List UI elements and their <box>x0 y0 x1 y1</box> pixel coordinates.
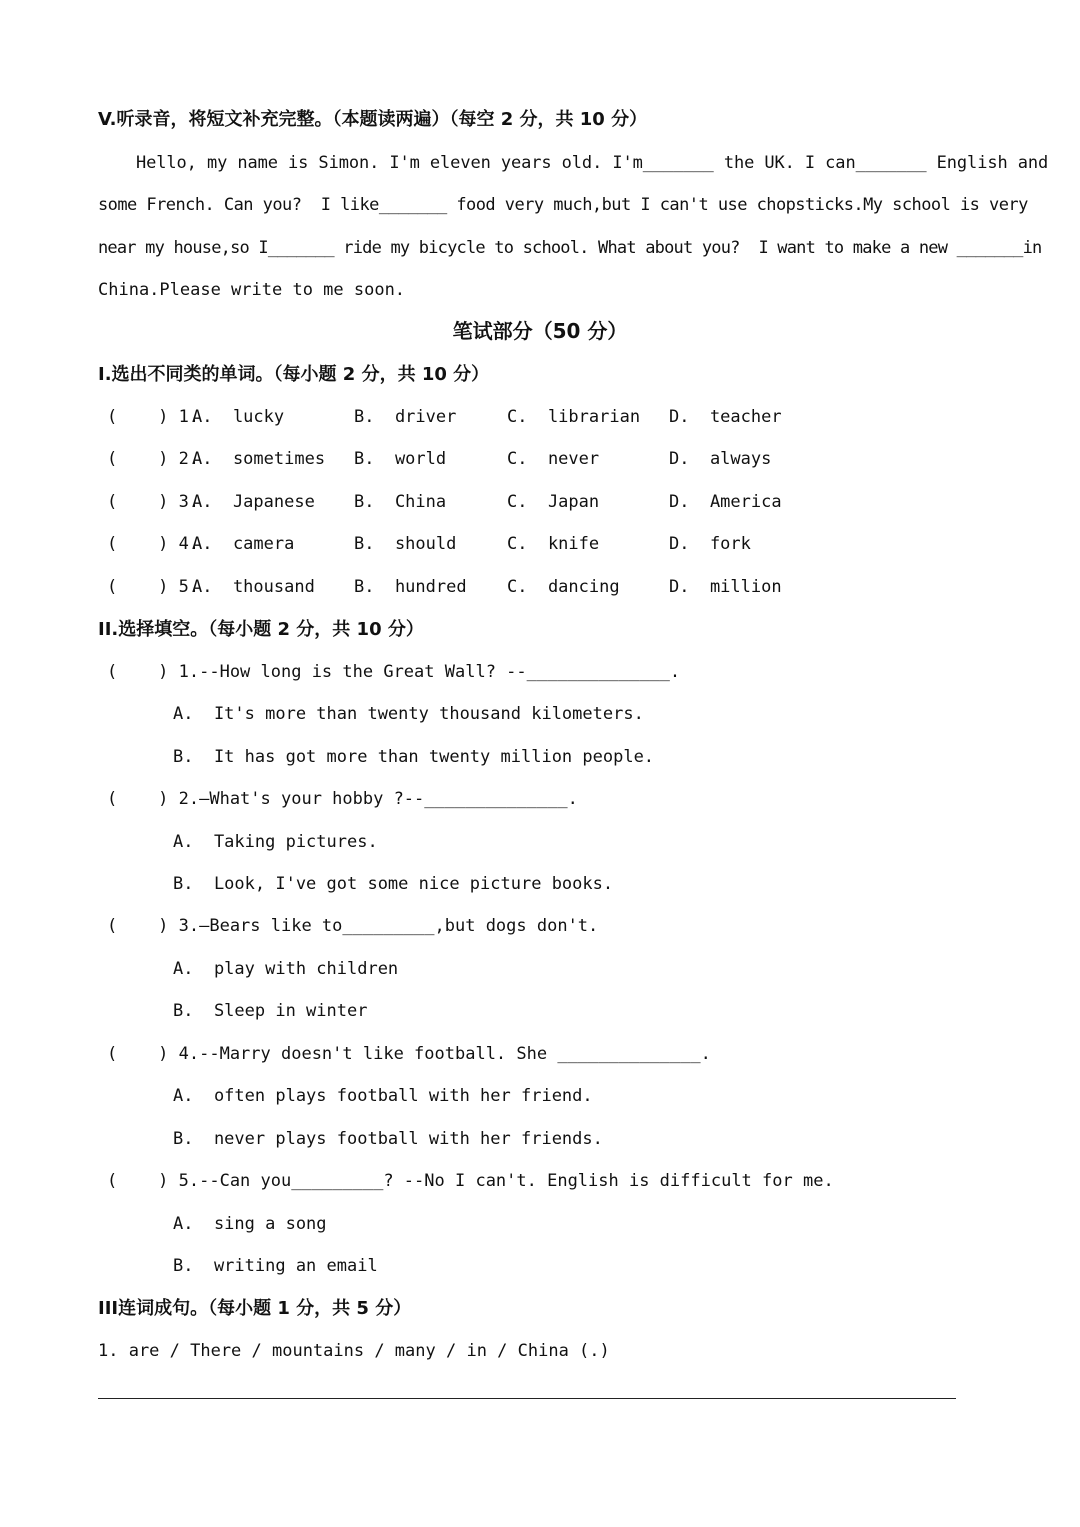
section-5-heading: V.听录音，将短文补充完整。（本题读两遍）（每空 2 分，共 10 分） <box>98 109 648 130</box>
item-number: ( ) 1. <box>107 407 200 427</box>
option-d: D. America <box>669 492 782 512</box>
part-2-q4-option-a: A. often plays football with her friend. <box>173 1086 593 1106</box>
option-a: A. Japanese <box>192 492 315 512</box>
item-number: ( ) 5. <box>107 577 200 597</box>
option-c: C. librarian <box>507 407 641 427</box>
item-number: ( ) 3. <box>107 492 200 512</box>
part-2-q4-option-b: B. never plays football with her friends. <box>173 1129 603 1149</box>
option-d: D. fork <box>669 534 751 554</box>
item-number: ( ) 4. <box>107 534 200 554</box>
option-a: A. camera <box>192 534 295 554</box>
part-2-heading: II.选择填空。（每小题 2 分，共 10 分） <box>98 619 424 640</box>
part-2-q5-option-a: A. sing a song <box>173 1214 327 1234</box>
part-3-heading: III连词成句。（每小题 1 分，共 5 分） <box>98 1298 412 1319</box>
passage-line-1: Hello, my name is Simon. I'm eleven years old. I'm_______ the UK. I can_______ English and <box>136 153 1049 173</box>
passage-line-2: some French. Can you? I like_______ food very much,but I can't use chopsticks.My school is very <box>98 195 1028 215</box>
part-2-q3-option-b: B. Sleep in winter <box>173 1001 368 1021</box>
option-a: A. lucky <box>192 407 285 427</box>
option-c: C. dancing <box>507 577 620 597</box>
part-2-q5-option-b: B. writing an email <box>173 1256 378 1276</box>
option-b: B. should <box>354 534 457 554</box>
option-b: B. driver <box>354 407 457 427</box>
option-d: D. teacher <box>669 407 782 427</box>
option-a: A. thousand <box>192 577 315 597</box>
option-a: A. sometimes <box>192 449 326 469</box>
part-3-item-1: 1. are / There / mountains / many / in / China (.) <box>98 1341 610 1361</box>
option-b: B. hundred <box>354 577 467 597</box>
passage-line-4: China.Please write to me soon. <box>98 280 406 300</box>
part-2-q2-option-b: B. Look, I've got some nice picture books. <box>173 874 614 894</box>
part-2-question-1: ( ) 1.--How long is the Great Wall? --______________. <box>107 662 681 682</box>
written-part-title: 笔试部分（50 分） <box>452 319 628 343</box>
option-b: B. China <box>354 492 447 512</box>
passage-line-3: near my house,so I_______ ride my bicycle to school. What about you? I want to make a new _______in <box>98 238 1042 258</box>
option-d: D. million <box>669 577 782 597</box>
option-c: C. never <box>507 449 600 469</box>
part-2-question-5: ( ) 5.--Can you_________? --No I can't. English is difficult for me. <box>107 1171 834 1191</box>
part-2-q2-option-a: A. Taking pictures. <box>173 832 378 852</box>
part-2-question-2: ( ) 2.—What's your hobby ?--______________. <box>107 789 578 809</box>
part-2-question-4: ( ) 4.--Marry doesn't like football. She ______________. <box>107 1044 711 1064</box>
part-2-q3-option-a: A. play with children <box>173 959 399 979</box>
part-1-heading: I.选出不同类的单词。（每小题 2 分，共 10 分） <box>98 364 490 385</box>
option-c: C. knife <box>507 534 600 554</box>
answer-line <box>98 1398 956 1399</box>
part-2-q1-option-a: A. It's more than twenty thousand kilometers. <box>173 704 644 724</box>
part-2-q1-option-b: B. It has got more than twenty million people. <box>173 747 655 767</box>
option-c: C. Japan <box>507 492 600 512</box>
part-2-question-3: ( ) 3.—Bears like to_________,but dogs don't. <box>107 916 599 936</box>
option-d: D. always <box>669 449 772 469</box>
option-b: B. world <box>354 449 447 469</box>
item-number: ( ) 2. <box>107 449 200 469</box>
